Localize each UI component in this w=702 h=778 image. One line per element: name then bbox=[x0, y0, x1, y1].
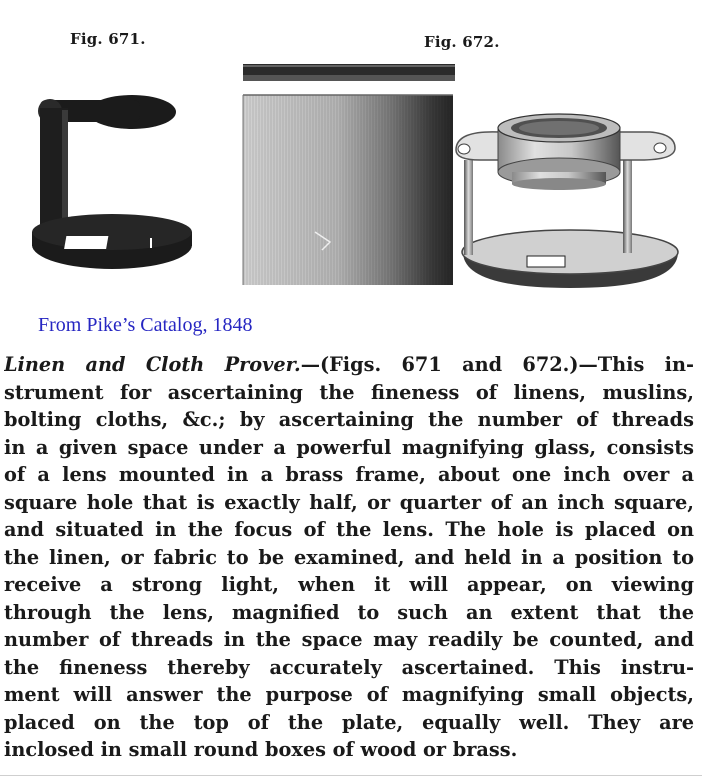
article-title: Linen and Cloth Prover. bbox=[4, 353, 301, 376]
article-line: of a lens mounted in a brass frame, about one inch over a bbox=[4, 463, 694, 486]
article-line: in a given space under a powerful magnifying glass, consists bbox=[4, 435, 694, 459]
article-body bbox=[4, 351, 694, 764]
article-line: square hole that is exactly half, or quarter of an inch square, bbox=[4, 490, 694, 514]
article-line: through the lens, magnified to such an extent that the bbox=[4, 600, 694, 624]
article-line: ment will answer the purpose of magnifying small objects, bbox=[4, 683, 694, 706]
article-line: inclosed in small round boxes of wood or brass. bbox=[4, 738, 518, 761]
figure-caption: From Pike’s Catalog, 1848 bbox=[38, 314, 253, 336]
article-line: strument for ascertaining the fineness of linens, muslins, bbox=[4, 380, 694, 404]
article-line: bolting cloths, &c.; by ascertaining the number of threads bbox=[4, 408, 694, 431]
article-line: and situated in the focus of the lens. The hole is placed on bbox=[4, 518, 694, 541]
figure-672-box bbox=[243, 64, 455, 285]
article-line: the fineness thereby accurately ascertained. This instru- bbox=[4, 655, 694, 679]
figure-671-prover bbox=[32, 95, 192, 269]
article-line: the linen, or fabric to be examined, and held in a position to bbox=[4, 545, 694, 569]
article-line: number of threads in the space may readily be counted, and bbox=[4, 628, 694, 651]
figure-671-label: Fig. 671. bbox=[70, 30, 146, 48]
figures-illustration bbox=[0, 55, 702, 295]
figure-672-label: Fig. 672. bbox=[424, 33, 500, 51]
article-line: Linen and Cloth Prover.—(Figs. 671 and 672.)—This in- bbox=[4, 353, 694, 376]
article-line: receive a strong light, when it will appear, on viewing bbox=[4, 573, 694, 596]
figure-672-prover bbox=[456, 114, 678, 288]
bottom-rule bbox=[0, 775, 702, 776]
article-line: placed on the top of the plate, equally well. They are bbox=[4, 710, 694, 734]
